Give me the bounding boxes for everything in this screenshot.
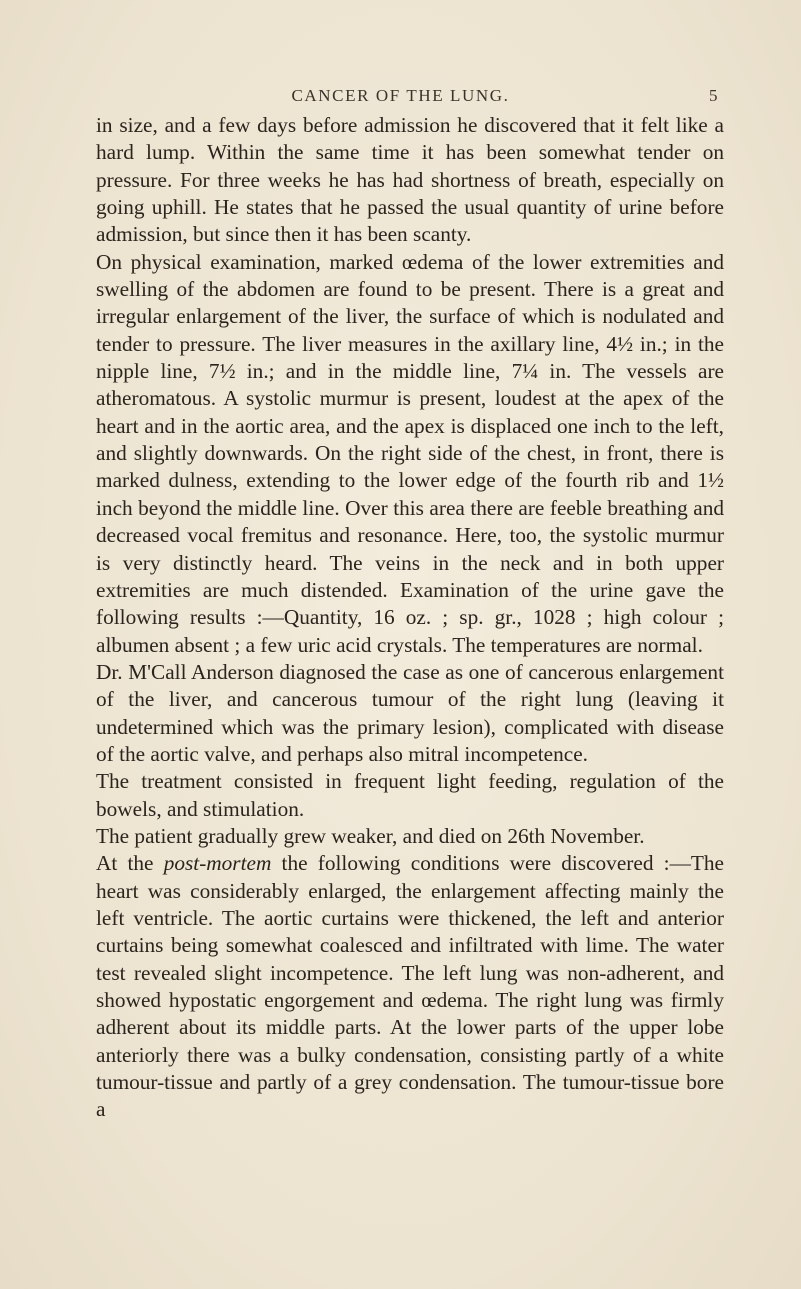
paragraph-physical-examination: On physical examination, marked œdema of the lower extremities and swelling of the abdomen are found to be present. There is a great and irregular enlargement of the liver, the surface of which is nodulated and tender to pressure. The liver measures in the axillary line, 4½ in.; in the nipple line, 7½ in.; and in the middle line, 7¼ in. The vessels are atheromatous. A systolic murmur is present, loudest at the apex of the heart and in the aortic area, and the apex is displaced one inch to the left, and slightly downwards. On the right side of the chest, in front, there is marked dulness, extending to the lower edge of the fourth rib and 1½ inch beyond the middle line. Over this area there are feeble breathing and decreased vocal fremitus and resonance. Here, too, the systolic murmur is very distinctly heard. The veins in the neck and in both upper extremities are much distended. Examination of the urine gave the following results :—Quantity, 16 oz. ; sp. gr., 1028 ; high colour ; albumen absent ; a few uric acid crystals. The temperatures are normal. [96,249,724,657]
body-text [96,112,724,1124]
paragraph-continued: in size, and a few days before admission he discovered that it felt like a hard lump. Within the same time it has been somewhat tender on pressure. For three weeks he has had shortness of breath, especially on going uphill. He states that he passed the usual quantity of urine before admission, but since then it has been scanty. [96,113,724,247]
paragraph-treatment: The treatment consisted in frequent light feeding, regulation of the bowels, and stimulation. [96,769,724,821]
running-title: CANCER OF THE LUNG. [291,86,510,105]
page-number: 5 [709,86,718,105]
paragraph-post-mortem [96,850,724,1123]
post-mortem-term: post-mortem [163,851,272,876]
paragraph-diagnosis: Dr. M'Call Anderson diagnosed the case as one of cancerous enlargement of the liver, and cancerous tumour of the right lung (leaving it undetermined which was the primary lesion), complicated with disease of the aortic valve, and perhaps also mitral incompetence. [96,659,724,766]
post-mortem-lead: At the [96,851,164,876]
paragraph-outcome: The patient gradually grew weaker, and died on 26th November. [96,823,645,848]
post-mortem-findings: the following conditions were discovered :—The heart was considerably enlarged, the enlargement affecting mainly the left ventricle. The aortic curtains were thickened, the left and anterior curtains being somewhat coalesced and infiltrated with lime. The water test revealed slight incompetence. The left lung was non-adherent, and showed hypostatic engorgement and œdema. The right lung was firmly adherent about its middle parts. At the lower parts of the upper lobe anteriorly there was a bulky condensation, consisting partly of a white tumour-tissue and partly of a grey condensation. The tumour-tissue bore a [96,851,724,1122]
